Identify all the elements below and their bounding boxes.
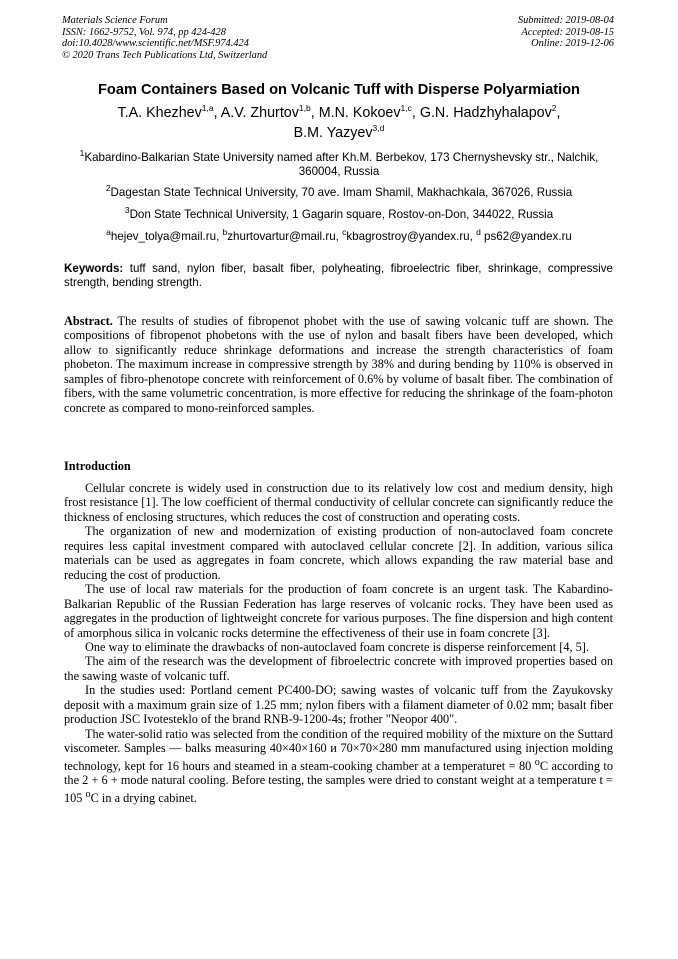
keywords-label: Keywords: xyxy=(64,262,124,275)
author-separator: , xyxy=(213,105,221,121)
affiliation-1 xyxy=(64,148,614,179)
affiliation-text: Don State Technical University, 1 Gagarin square, Rostov-on-Don, 344022, Russia xyxy=(129,208,554,221)
copyright-line: © 2020 Trans Tech Publications Ltd, Switzerland xyxy=(62,49,268,61)
author-name: T.A. Khezhev xyxy=(117,105,202,121)
email-separator: , xyxy=(469,230,477,243)
accepted-date: Accepted: 2019-08-15 xyxy=(521,26,614,38)
body-text: The water-solid ratio was selected from the condition of the required mobility of the mixture on the Suttard viscometer. Samples — balks measuring 40×40×160 и 70×70×280 mm manufactured using injection molding technology, kept for 16 hours and steamed in a steam-cooking chamber at a temperaturet = 80 xyxy=(64,726,613,773)
journal-name: Materials Science Forum xyxy=(62,15,168,26)
email-mark: a xyxy=(106,227,111,238)
affiliation-2 xyxy=(64,183,614,200)
doi-line: doi:10.4028/www.scientific.net/MSF.974.424 xyxy=(62,38,249,50)
affiliation-mark: 1 xyxy=(79,148,85,159)
email-list xyxy=(64,227,614,244)
body-paragraph: The organization of new and modernization of existing production of non-autoclaved foam concrete requires less capital investment compared with autoclaved cellular concrete [2]. In addition, various silica materials can be used as aggregates in foam concrete, which allows expanding the raw material base and reducing the cost of production. xyxy=(64,524,613,582)
body-paragraph: Cellular concrete is widely used in construction due to its relatively low cost and medium density, high frost resistance [1]. The low coefficient of thermal conductivity of cellular concrete can significantly reduce the thickness of enclosing structures, which reduces the cost of construction and operating costs. xyxy=(64,481,613,524)
body-paragraph: The use of local raw materials for the production of foam concrete is an urgent task. The Kabardino-Balkarian Republic of the Russian Federation has large reserves of volcanic rocks. They have been used as aggregates in the production of lightweight concrete for various purposes. The fine dispersion and high content of amorphous silica in volcanic rocks determine the effectiveness of their use in foam concrete [3]. xyxy=(64,582,613,640)
email-address[interactable]: kbagrostroy@yandex.ru xyxy=(346,230,470,243)
author-name: M.N. Kokoev xyxy=(318,105,401,121)
email-address[interactable]: zhurtovartur@mail.ru xyxy=(227,230,336,243)
author-name: B.M. Yazyev xyxy=(293,125,373,141)
keywords-section xyxy=(64,262,613,290)
email-mark: c xyxy=(342,227,347,238)
email-address[interactable]: ps62@yandex.ru xyxy=(480,230,572,243)
affiliation-mark: 2 xyxy=(105,183,111,194)
author-name: A.V. Zhurtov xyxy=(220,105,299,121)
degree-mark: o xyxy=(534,756,540,768)
author-affiliation-mark: 1,c xyxy=(400,103,412,114)
body-paragraph: In the studies used: Portland cement PC400-DO; sawing wastes of volcanic tuff from the Zayukovsky deposit with a maximum grain size of 1.25 mm; nylon fibers with a filament diameter of 0.02 mm; basalt fiber production JSC Ivotesteklo of the brand RNB-9-1200-4s; frother "Neopor 400". xyxy=(64,683,613,727)
body-paragraph-last xyxy=(64,727,613,805)
submitted-date: Submitted: 2019-08-04 xyxy=(517,15,614,26)
email-address[interactable]: hejev_tolya@mail.ru xyxy=(110,230,217,243)
body-paragraph: One way to eliminate the drawbacks of non-autoclaved foam concrete is disperse reinforcement [4, 5]. xyxy=(85,639,589,654)
submission-dates xyxy=(518,15,614,50)
journal-info xyxy=(62,15,267,61)
keywords-text: tuff sand, nylon fiber, basalt fiber, polyheating, fibroelectric fiber, shrinkage, compressive strength, bending strength. xyxy=(64,262,613,290)
abstract-text: The results of studies of fibropenot phobet with the use of sawing volcanic tuff are shown. The compositions of fibropenot phobetons with the use of nylon and basalt fibers have been developed, which allow to significantly reduce shrinkage deformations and increase the strength characteristics of foam phobeton. The maximum increase in compressive strength by 38% and during bending by 110% is observed in samples of fibro-phenotope concrete with reinforcement of 0.6% by volume of basalt fiber. The combination of fibers, with the same volumetric concentration, is more effective for reducing the shrinkage of the foam-photon concrete as compared to mono-reinforced samples. xyxy=(64,314,613,415)
author-separator: , xyxy=(556,105,561,121)
introduction-heading: Introduction xyxy=(64,459,131,473)
author-affiliation-mark: 2 xyxy=(551,103,557,114)
online-date: Online: 2019-12-06 xyxy=(531,38,614,50)
affiliation-mark: 3 xyxy=(124,205,130,216)
paper-title: Foam Containers Based on Volcanic Tuff with Disperse Polyarmiation xyxy=(98,82,580,98)
author-affiliation-mark: 1,b xyxy=(298,103,311,114)
body-text: C according to the 2 + 6 + mode natural cooling. Before testing, the samples were dried to constant weight at a temperature t = 105 xyxy=(64,758,613,805)
abstract-label: Abstract. xyxy=(64,314,113,328)
email-mark: d xyxy=(476,227,481,238)
author-list xyxy=(50,103,628,143)
author-name: G.N. Hadzhyhalapov xyxy=(419,105,552,121)
affiliation-text: Kabardino-Balkarian State University named after Kh.M. Berbekov, 173 Chernyshevsky str., Nalchik, 360004, Russia xyxy=(84,151,599,178)
abstract-section xyxy=(64,314,613,415)
author-affiliation-mark: 1,a xyxy=(201,103,214,114)
affiliation-3 xyxy=(64,205,614,222)
email-separator: , xyxy=(335,230,343,243)
affiliation-text: Dagestan State Technical University, 70 ave. Imam Shamil, Makhachkala, 367026, Russia xyxy=(110,186,573,199)
author-separator: , xyxy=(310,105,319,121)
body-text: C in a drying cabinet. xyxy=(90,790,197,805)
issn-line: ISSN: 1662-9752, Vol. 974, pp 424-428 xyxy=(62,26,226,38)
body-paragraph: The aim of the research was the development of fibroelectric concrete with improved properties based on the sawing waste of volcanic tuff. xyxy=(64,654,613,683)
degree-mark: o xyxy=(85,788,91,800)
author-separator: , xyxy=(411,105,420,121)
author-affiliation-mark: 3,d xyxy=(372,123,385,134)
email-separator: , xyxy=(216,230,223,243)
email-mark: b xyxy=(222,227,228,238)
introduction-body xyxy=(64,481,613,805)
